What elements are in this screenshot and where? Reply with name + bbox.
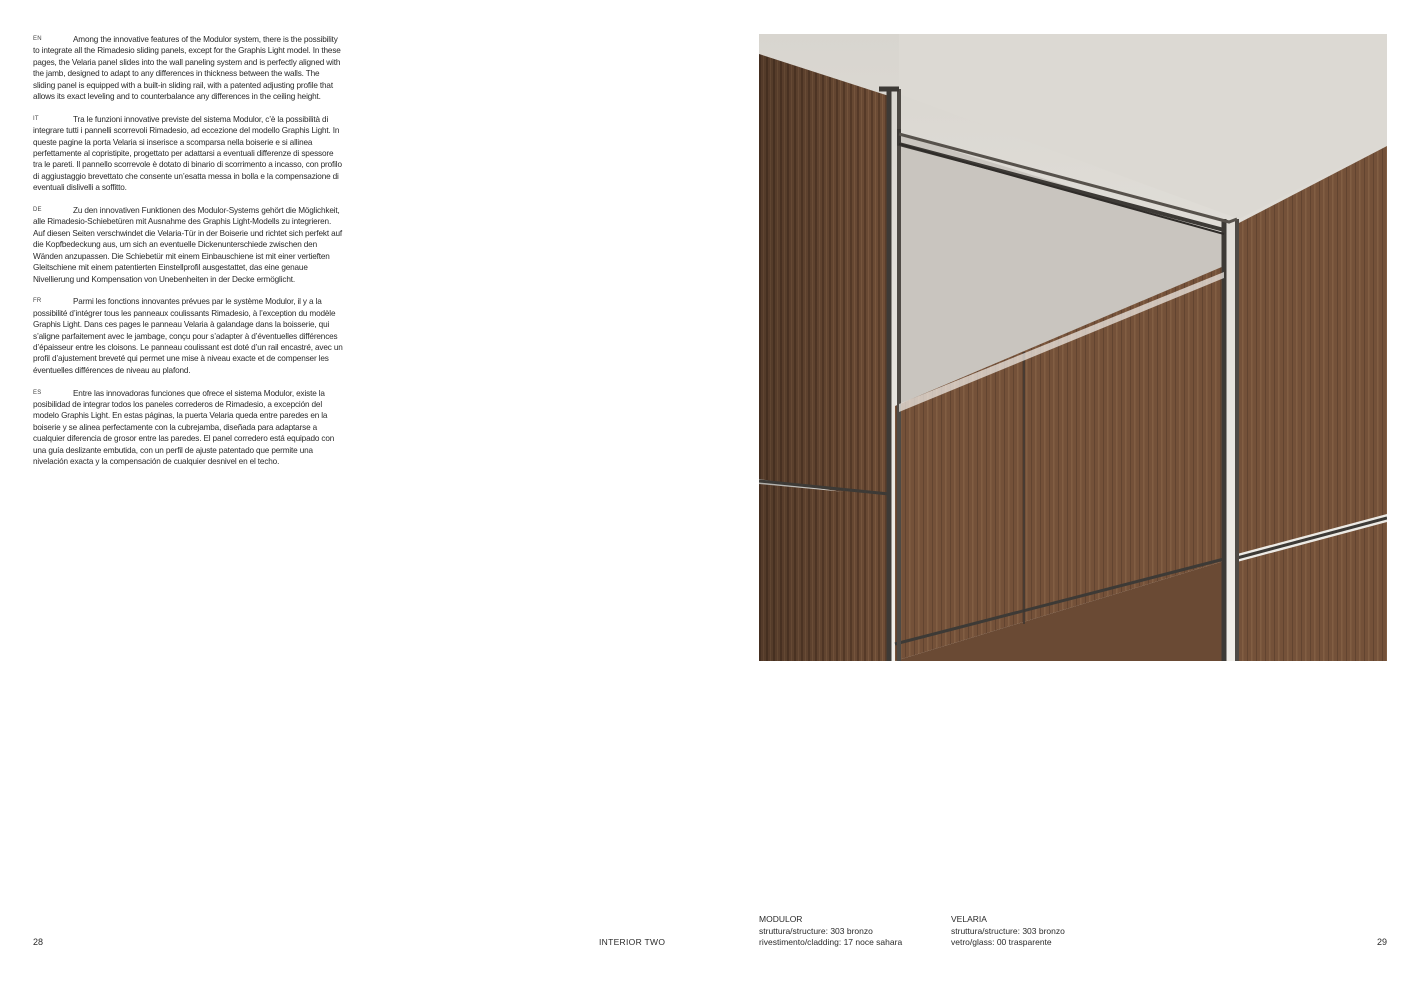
page-number-right: 29 <box>1376 937 1387 947</box>
spec-velaria <box>951 914 1065 949</box>
paragraph-text: Tra le funzioni innovative previste del sistema Modulor, c’è la possibilità di integrare tutti i pannelli scorrevoli Rimadesio, ad eccezione del modello Graphis Light. In queste pagine la porta Velaria si inserisce a scomparsa nella boiserie e si allinea perfettamente al copristipite, progettato per adattarsi a eventuali differenze di spessore tra le pareti. Il pannello scorrevole è dotato di binario di scorrimento a incasso, con profilo di aggiustaggio brevettato che consente un’esatta messa in bolla e la compensazione di eventuali dislivelli a soffitto. <box>33 114 342 193</box>
spec-line: rivestimento/cladding: 17 noce sahara <box>759 937 903 947</box>
paragraph-text: Zu den innovativen Funktionen des Modulor-Systems gehört die Möglichkeit, alle Rimadesio-Schiebetüren mit Ausnahme des Graphis Light-Modells zu integrieren. Auf diesen Seiten verschwindet die Velaria-Tür in der Boiserie und richtet sich perfekt auf die Kopfbedeckung aus, um sich an eventuelle Dickenunterschiede zwischen den Wänden anzupassen. Die Schiebetür mit einem Einbauschiene ist mit einer vertieften Gleitschiene mit einem patentierten Einstellprofil ausgestattet, das eine genaue Nivellierung und Kompensation von Unebenheiten in der Decke ermöglicht. <box>33 206 343 284</box>
paragraph-fr <box>33 296 343 376</box>
product-photo-walnut-paneling <box>759 34 1387 661</box>
photo-illustration <box>759 34 1387 661</box>
page-number-left: 28 <box>33 937 44 947</box>
paragraph-es <box>33 388 343 468</box>
language-code: IT <box>33 115 39 122</box>
paragraph-de <box>33 205 343 285</box>
language-code: ES <box>33 389 42 396</box>
multilingual-text-column <box>33 34 343 479</box>
spec-line: vetro/glass: 00 trasparente <box>951 937 1052 947</box>
paragraph-en <box>33 34 343 102</box>
spec-title: MODULOR <box>759 914 803 924</box>
paragraph-text: Parmi les fonctions innovantes prévues par le système Modulor, il y a la possibilité d’intégrer tous les panneaux coulissants Rimadesio, à l’exception du modèle Graphis Light. Dans ces pages le panneau Velaria à galandage dans la boisserie, qui s’aligne parfaitement avec le jambage, conçu pour s’adapter à d’éventuelles différences d’épaisseur entre les cloisons. Le panneau coulissant est doté d’un rail encastré, avec un profil d’ajustement breveté qui permet une mise à niveau exacte et de compenser les éventuelles différences de niveau au plafond. <box>33 297 343 375</box>
paragraph-text: Among the innovative features of the Modulor system, there is the possibility to integrate all the Rimadesio sliding panels, except for the Graphis Light model. In these pages, the Velaria panel slides into the wall paneling system and is perfectly aligned with the jamb, designed to adapt to any differences in thickness between the walls. The sliding panel is equipped with a built-in sliding rail, with a patented adjusting profile that allows its exact leveling and to counterbalance any differences in the ceiling height. <box>33 35 341 102</box>
running-title: INTERIOR TWO <box>599 937 666 947</box>
spec-modulor <box>759 914 902 949</box>
language-code: FR <box>33 298 42 305</box>
paragraph-text: Entre las innovadoras funciones que ofrece el sistema Modulor, existe la posibilidad de integrar todos los paneles correderos de Rimadesio, a excepción del modelo Graphis Light. En estas páginas, la puerta Velaria queda entre paredes en la boiserie y se alinea perfectamente con la cubrejamba, diseñada para adaptarse a cualquier diferencia de grosor entre las paredes. El panel corredero está equipado con una guía deslizante embutida, con un perfil de ajuste patentado que permite una nivelación exacta y la compensación de cualquier desnivel en el techo. <box>33 388 335 466</box>
language-code: EN <box>33 36 42 42</box>
paragraph-it <box>33 114 343 194</box>
spec-line: struttura/structure: 303 bronzo <box>759 925 873 936</box>
spec-title: VELARIA <box>951 914 987 924</box>
language-code: DE <box>33 207 42 214</box>
spec-line: struttura/structure: 303 bronzo <box>951 925 1065 936</box>
